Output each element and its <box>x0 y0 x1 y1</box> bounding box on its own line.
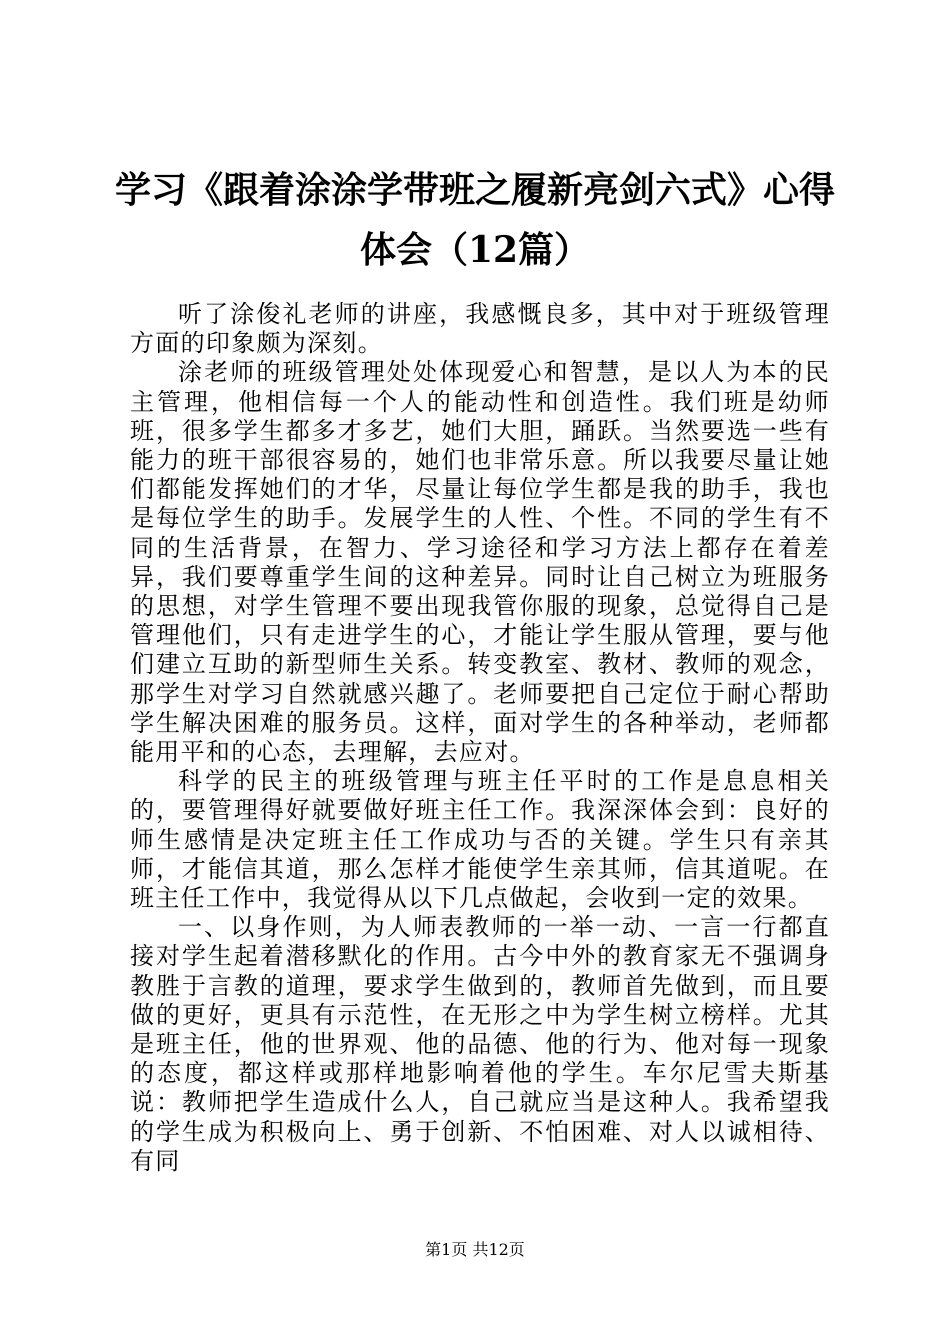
paragraph: 涂老师的班级管理处处体现爱心和智慧，是以人为本的民主管理，他相信每一个人的能动性和创造性。我们班是幼师班，很多学生都多才多艺，她们大胆，踊跃。当然要选一些有能力的班干部很容易的，她们也非常乐意。所以我要尽量让她们都能发挥她们的才华，尽量让每位学生都是我的助手，我也是每位学生的助手。发展学生的人性、个性。不同的学生有不同的生活背景，在智力、学习途径和学习方法上都存在着差异，我们要尊重学生间的这种差异。同时让自己树立为班服务的思想，对学生管理不要出现我管你服的现象，总觉得自己是管理他们，只有走进学生的心，才能让学生服从管理，要与他们建立互助的新型师生关系。转变教室、教材、教师的观念，那学生对学习自然就感兴趣了。老师要把自己定位于耐心帮助学生解决困难的服务员。这样，面对学生的各种举动，老师都能用平和的心态，去理解，去应对。 <box>130 358 830 767</box>
paragraph: 一、以身作则，为人师表教师的一举一动、一言一行都直接对学生起着潜移默化的作用。古今中外的教育家无不强调身教胜于言教的道理，要求学生做到的，教师首先做到，而且要做的更好，更具有示范性，在无形之中为学生树立榜样。尤其是班主任，他的世界观、他的品德、他的行为、他对每一现象的态度，都这样或那样地影响着他的学生。车尔尼雪夫斯基说：教师把学生造成什么人，自己就应当是这种人。我希望我的学生成为积极向上、勇于创新、不怕困难、对人以诚相待、有同 <box>130 913 830 1175</box>
title-line-1: 学习《跟着涂涂学带班之履新亮剑六式》心得 <box>114 169 835 211</box>
paragraph: 听了涂俊礼老师的讲座，我感慨良多，其中对于班级管理方面的印象颇为深刻。 <box>130 300 830 358</box>
page-footer: 第1页 共12页 <box>425 1240 525 1259</box>
document-body <box>130 300 830 1176</box>
title-line-2: 体会（12篇） <box>359 229 591 271</box>
document-title <box>100 160 850 280</box>
paragraph: 科学的民主的班级管理与班主任平时的工作是息息相关的，要管理得好就要做好班主任工作。我深深体会到：良好的师生感情是决定班主任工作成功与否的关键。学生只有亲其师，才能信其道，那么怎样才能使学生亲其师，信其道呢。在班主任工作中，我觉得从以下几点做起，会收到一定的效果。 <box>130 767 830 913</box>
